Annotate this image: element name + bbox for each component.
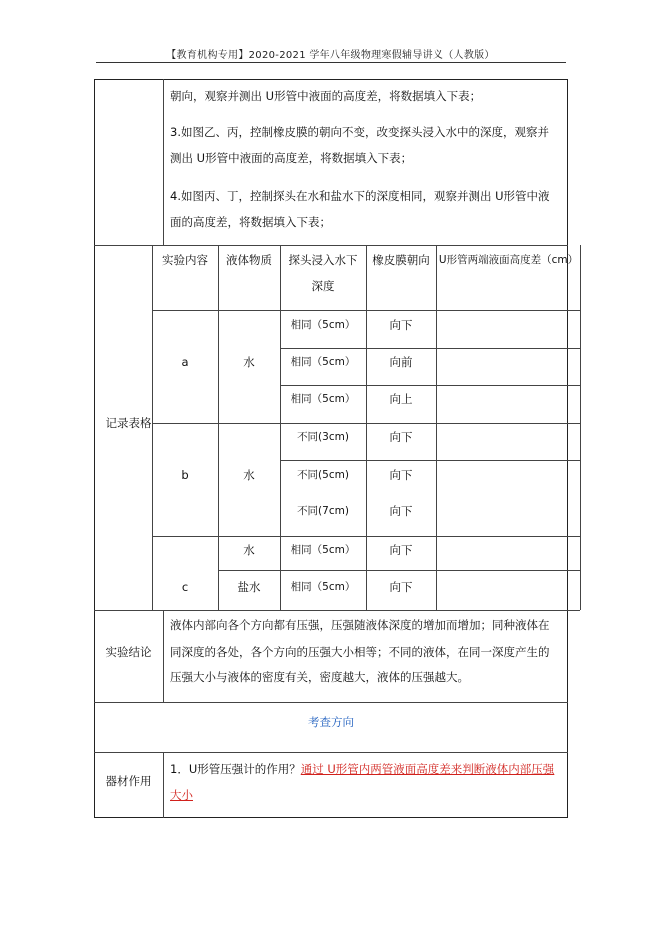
page-header: 【教育机构专用】2020-2021 学年八年级物理寒假辅导讲义（人教版） [166, 50, 495, 61]
orientation-cell: 向下 [389, 318, 413, 332]
conclusion-text: 液体内部向各个方向都有压强，压强随液体深度的增加而增加；同种液体在 [170, 618, 550, 632]
orientation-cell: 向下 [389, 430, 413, 444]
equipment-answer: 通过 U形管内两管液面高度差来判断液体内部压强 [300, 762, 555, 776]
conclusion-label: 实验结论 [105, 645, 152, 659]
depth-cell: 相同（5cm） [290, 393, 356, 405]
procedure-step-3: 3.如图乙、丙，控制橡皮膜的朝向不变，改变探头浸入水中的深度，观察并 [170, 125, 549, 139]
header-content: 实验内容 [162, 253, 208, 267]
depth-cell: 不同(5cm) [297, 469, 349, 481]
col-divider [436, 245, 437, 610]
liquid-cell: 水 [243, 355, 255, 369]
procedure-step-4-cont: 面的高度差，将数据填入下表； [170, 215, 331, 229]
depth-cell: 相同（5cm） [290, 319, 356, 331]
equipment-label: 器材作用 [105, 774, 152, 788]
procedure-step-3-cont: 测出 U形管中液面的高度差，将数据填入下表； [170, 151, 413, 165]
equipment-question: 1．U形管压强计的作用？ [170, 762, 301, 776]
row-divider [218, 570, 580, 571]
equipment-answer-cont: 大小 [170, 788, 193, 802]
orientation-cell: 向前 [389, 355, 413, 369]
procedure-step-4: 4.如图丙、丁，控制探头在水和盐水下的深度相同，观察并测出 U形管中液 [170, 189, 550, 203]
col-divider [580, 245, 581, 610]
section-title: 考查方向 [308, 715, 354, 729]
group-label-c: c [181, 580, 189, 594]
header-orientation: 橡皮膜朝向 [372, 253, 430, 267]
procedure-line: 朝向，观察并测出 U形管中液面的高度差，将数据填入下表； [170, 89, 482, 103]
liquid-cell: 水 [243, 543, 255, 557]
col-divider [163, 610, 164, 702]
liquid-cell: 盐水 [237, 580, 261, 594]
header-depth-cont: 深度 [311, 279, 335, 293]
header-divider [96, 62, 566, 63]
liquid-cell: 水 [243, 468, 255, 482]
orientation-cell: 向下 [389, 580, 413, 594]
depth-cell: 不同(7cm) [297, 505, 349, 517]
orientation-cell: 向下 [389, 468, 413, 482]
conclusion-text-cont: 压强大小与液体的密度有关，密度越大，液体的压强越大。 [170, 670, 469, 684]
record-table-label: 记录表格 [105, 416, 152, 430]
orientation-cell: 向上 [389, 392, 413, 406]
header-liquid: 液体物质 [226, 253, 272, 267]
depth-cell: 相同（5cm） [290, 581, 356, 593]
orientation-cell: 向下 [389, 543, 413, 557]
orientation-cell: 向下 [389, 504, 413, 518]
header-depth: 探头浸入水下 [288, 253, 358, 267]
equipment-question-line [170, 755, 554, 783]
col-divider [163, 79, 164, 245]
depth-cell: 不同(3cm) [297, 431, 349, 443]
group-label-a: a [181, 355, 189, 369]
depth-cell: 相同（5cm） [290, 544, 356, 556]
col-divider [163, 752, 164, 818]
row-divider [94, 702, 568, 703]
conclusion-text-cont: 同深度的各处，各个方向的压强大小相等；不同的液体，在同一深度产生的 [170, 645, 550, 659]
depth-cell: 相同（5cm） [290, 356, 356, 368]
header-height-diff: U形管两端液面高度差（cm） [438, 254, 579, 266]
group-label-b: b [181, 468, 189, 482]
row-divider [94, 752, 568, 753]
